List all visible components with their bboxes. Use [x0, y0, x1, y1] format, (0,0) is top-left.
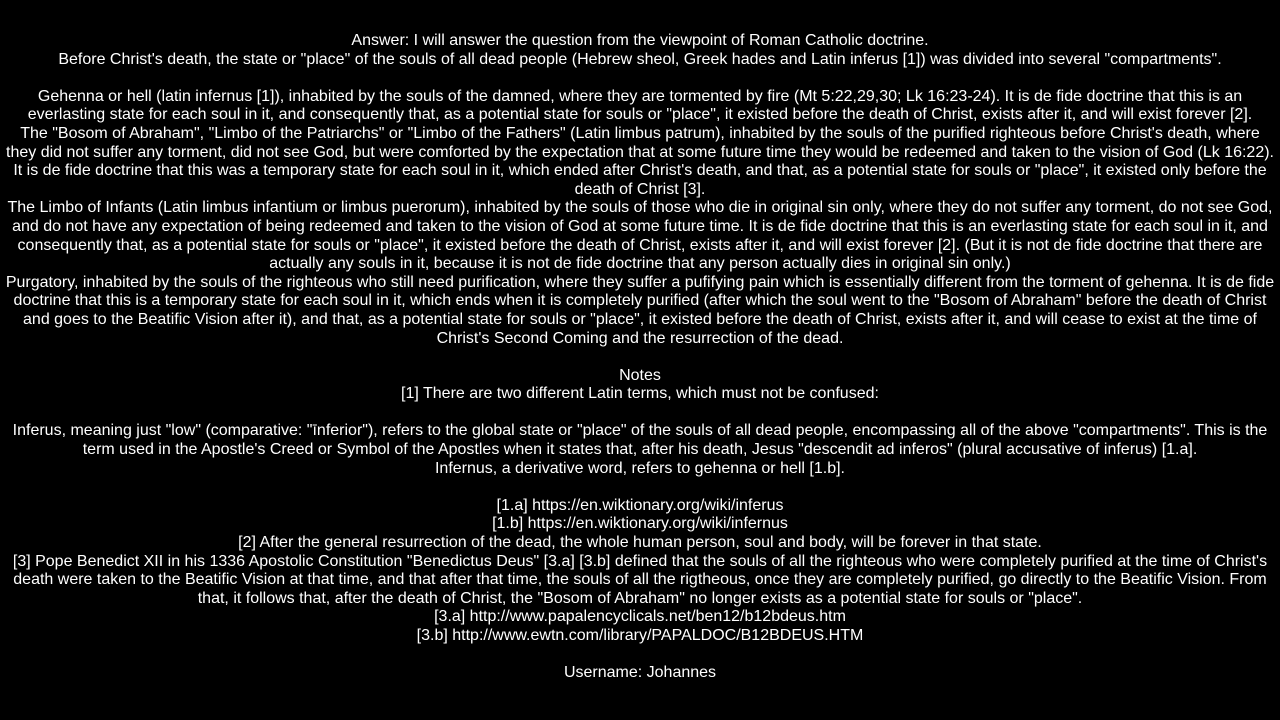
username: Username: Johannes	[563, 664, 717, 682]
answer-before-christ: Before Christ's death, the state or "place" of the souls of all dead people (Hebrew sheol, Greek hades and Latin inferus [1]) was divided into several "compartments".	[58, 50, 1222, 68]
reference-3a: [3.a] http://www.papalencyclicals.net/ben12/b12bdeus.htm	[434, 608, 846, 626]
reference-1a: [1.a] https://en.wiktionary.org/wiki/inferus	[496, 496, 784, 514]
spacer	[0, 348, 1280, 367]
notes-heading: Notes	[619, 366, 661, 384]
spacer	[0, 478, 1280, 497]
reference-3b: [3.b] http://www.ewtn.com/library/PAPALDOC/B12BDEUS.HTM	[416, 627, 864, 644]
reference-1b: [1.b] https://en.wiktionary.org/wiki/infernus	[492, 515, 788, 533]
spacer	[0, 404, 1280, 423]
note-3: [3] Pope Benedict XII in his 1336 Apostolic Constitution "Benedictus Deus" [3.a] [3.b] defined that the souls of all the righteous who were completely purified at the time of Christ's death were taken to the Beatific Vision at that time, and that after that time, the souls of all the rigtheous, once they are completely purified, go directly to the Beatific Vision. From that, it follows that, after the death of Christ, the "Bosom of Abraham" no longer exists as a potential state for souls or "place".	[12, 552, 1268, 607]
answer-intro: Answer: I will answer the question from the viewpoint of Roman Catholic doctrine.	[351, 32, 929, 49]
note-1-intro: [1] There are two different Latin terms, which must not be confused:	[401, 385, 879, 403]
compartment-gehenna: Gehenna or hell (latin infernus [1]), inhabited by the souls of the damned, where they are tormented by fire (Mt 5:22,29,30; Lk 16:23-24). It is de fide doctrine that this is an everlasting state for each soul in it, and consequently that, as a potential state for souls or "place", it existed before the death of Christ, exists after it, and will exist forever [2].	[27, 87, 1253, 124]
compartment-bosom-of-abraham: The "Bosom of Abraham", "Limbo of the Patriarchs" or "Limbo of the Fathers" (Latin limbus patrum), inhabited by the souls of the purified righteous before Christ's death, where they did not suffer any torment, did not see God, but were comforted by the expectation that at some future time they would be redeemed and taken to the vision of God (Lk 16:22). It is de fide doctrine that this was a temporary state for each soul in it, which ended after Christ's death, and that, as a potential state for souls or "place", it existed only before the death of Christ [3].	[6, 124, 1274, 198]
note-inferus: Inferus, meaning just "low" (comparative: "īnferior"), refers to the global state or "place" of the souls of all dead people, encompassing all of the above "compartments". This is the term used in the Apostle's Creed or Symbol of the Apostles when it states that, after his death, Jesus "descendit ad inferos" (plural accusative of inferus) [1.a].	[12, 422, 1268, 459]
note-infernus: Infernus, a derivative word, refers to gehenna or hell [1.b].	[434, 459, 845, 477]
compartment-limbo-of-infants: The Limbo of Infants (Latin limbus infantium or limbus puerorum), inhabited by the souls of those who die in original sin only, where they do not suffer any torment, do not see God, and do not have any expectation of being redeemed and taken to the vision of God at some future time. It is de fide doctrine that this is an everlasting state for each soul in it, and consequently that, as a potential state for souls or "place", it existed before the death of Christ, exists after it, and will exist forever [2]. (But it is not de fide doctrine that there are actually any souls in it, because it is not de fide doctrine that any person actually dies in original sin only.)	[7, 199, 1273, 273]
note-2: [2] After the general resurrection of the dead, the whole human person, soul and body, will be forever in that state.	[238, 534, 1042, 552]
compartment-purgatory: Purgatory, inhabited by the souls of the righteous who still need purification, where they suffer a pufifying pain which is essentially different from the torment of gehenna. It is de fide doctrine that this is a temporary state for each soul in it, which ends when it is completely purified (after which the soul went to the "Bosom of Abraham" before the death of Christ and goes to the Beatific Vision after it), and that, as a potential state for souls or "place", it existed before the death of Christ, exists after it, and will cease to exist at the time of Christ's Second Coming and the resurrection of the dead.	[5, 273, 1275, 347]
spacer	[0, 646, 1280, 665]
spacer	[0, 69, 1280, 88]
